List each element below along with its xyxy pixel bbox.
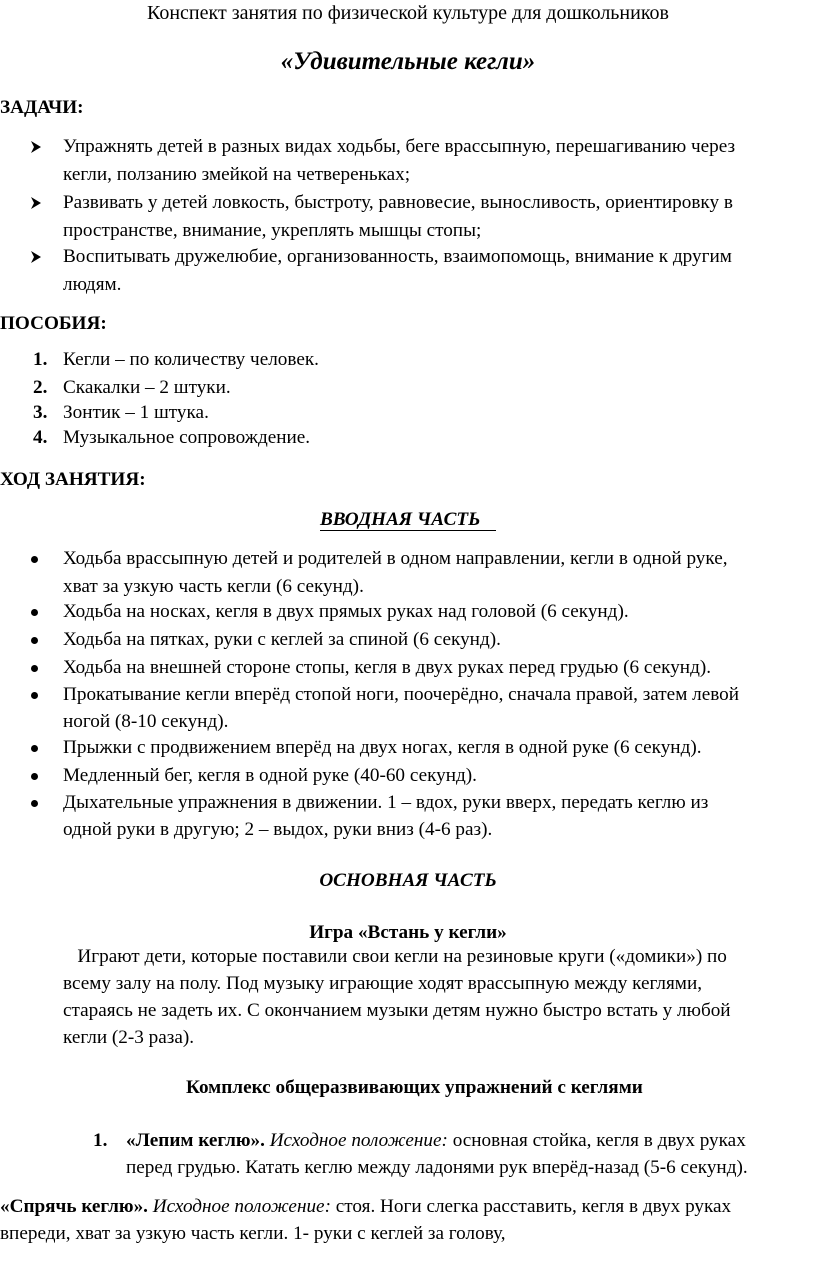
list-item-line: ногой (8-10 секунд).	[63, 711, 229, 732]
arrow-bullet-icon	[30, 140, 42, 154]
intro-section-heading: ВВОДНАЯ ЧАСТЬ	[320, 509, 481, 530]
arrow-bullet-icon	[30, 196, 42, 210]
list-item-line: Ходьба врассыпную детей и родителей в одном направлении, кегли в одной руке,	[63, 548, 728, 569]
bullet-dot-icon	[31, 609, 38, 616]
list-item-line: Прокатывание кегли вперёд стопой ноги, поочерёдно, сначала правой, затем левой	[63, 684, 740, 705]
bullet-dot-icon	[31, 745, 38, 752]
list-item: Кегли – по количеству человек.	[63, 349, 319, 370]
paragraph-line: Играют дети, которые поставили свои кегли на резиновые круги («домики») по	[63, 946, 727, 967]
exercise-text: основная стойка, кегля в двух руках	[447, 1130, 746, 1151]
exercise-name: «Лепим кеглю».	[126, 1130, 265, 1151]
list-item-line: пространстве, внимание, укреплять мышцы стопы;	[63, 220, 482, 241]
list-item-line: Ходьба на носках, кегля в двух прямых руках над головой (6 секунд).	[63, 601, 629, 622]
list-item-line: Развивать у детей ловкость, быстроту, равновесие, выносливость, ориентировку в	[63, 192, 733, 213]
list-item: Скакалки – 2 штуки.	[63, 377, 231, 398]
list-item-line: кегли, ползанию змейкой на четвереньках;	[63, 164, 411, 185]
bullet-dot-icon	[31, 692, 38, 699]
list-item-line: людям.	[63, 274, 122, 295]
list-item-line: Ходьба на внешней стороне стопы, кегля в двух руках перед грудью (6 секунд).	[63, 657, 712, 678]
list-item: Зонтик – 1 штука.	[63, 402, 209, 423]
list-item-line: Ходьба на пятках, руки с кеглей за спиной (6 секунд).	[63, 629, 501, 650]
course-heading: ХОД ЗАНЯТИЯ:	[0, 469, 146, 490]
paragraph-line: стараясь не задеть их. С окончанием музыки детям нужно быстро встать у любой	[63, 1000, 731, 1021]
list-item-line: Медленный бег, кегля в одной руке (40-60 секунд).	[63, 765, 477, 786]
exercise-line: перед грудью. Катать кеглю между ладонями рук вперёд-назад (5-6 секунд).	[126, 1157, 748, 1178]
list-number: 2.	[33, 377, 48, 398]
list-item-line: Упражнять детей в разных видах ходьбы, беге врассыпную, перешагиванию через	[63, 136, 736, 157]
position-label: Исходное положение:	[152, 1196, 331, 1217]
arrow-bullet-icon	[30, 250, 42, 264]
exercise-line: впереди, хват за узкую часть кегли. 1- руки с кеглей за голову,	[0, 1223, 506, 1244]
paragraph-line: кегли (2-3 раза).	[63, 1027, 195, 1048]
list-item-line: Прыжки с продвижением вперёд на двух ногах, кегля в одной руке (6 секунд).	[63, 737, 702, 758]
document-subtitle: «Удивительные кегли»	[280, 48, 536, 75]
list-number: 1.	[93, 1130, 108, 1151]
bullet-dot-icon	[31, 556, 38, 563]
exercise-text: стоя. Ноги слегка расставить, кегля в двух руках	[330, 1196, 732, 1217]
list-number: 3.	[33, 402, 48, 423]
list-number: 4.	[33, 427, 48, 448]
bullet-dot-icon	[31, 637, 38, 644]
list-item-line: Дыхательные упражнения в движении. 1 – вдох, руки вверх, передать кеглю из	[63, 792, 709, 813]
bullet-dot-icon	[31, 800, 38, 807]
exercise-line	[0, 1193, 731, 1221]
intro-heading-underline	[320, 530, 496, 531]
game-title: Игра «Встань у кегли»	[309, 922, 507, 943]
list-item-line: Воспитывать дружелюбие, организованность, взаимопомощь, внимание к другим	[63, 246, 732, 267]
paragraph-line: всему залу на полу. Под музыку играющие ходят врассыпную между кеглями,	[63, 973, 703, 994]
main-section-heading: ОСНОВНАЯ ЧАСТЬ	[319, 870, 497, 891]
list-item-line: хват за узкую часть кегли (6 секунд).	[63, 576, 364, 597]
list-item: Музыкальное сопровождение.	[63, 427, 311, 448]
complex-title: Комплекс общеразвивающих упражнений с кеглями	[186, 1077, 643, 1098]
position-label: Исходное положение:	[269, 1130, 448, 1151]
exercise-line	[126, 1127, 746, 1155]
tasks-heading: ЗАДАЧИ:	[0, 97, 84, 118]
list-item-line: одной руки в другую; 2 – выдох, руки вниз (4-6 раз).	[63, 819, 493, 840]
aids-heading: ПОСОБИЯ:	[0, 313, 107, 334]
bullet-dot-icon	[31, 773, 38, 780]
list-number: 1.	[33, 349, 48, 370]
bullet-dot-icon	[31, 665, 38, 672]
exercise-name: «Спрячь кеглю».	[0, 1196, 148, 1217]
document-title: Конспект занятия по физической культуре для дошкольников	[147, 2, 669, 24]
